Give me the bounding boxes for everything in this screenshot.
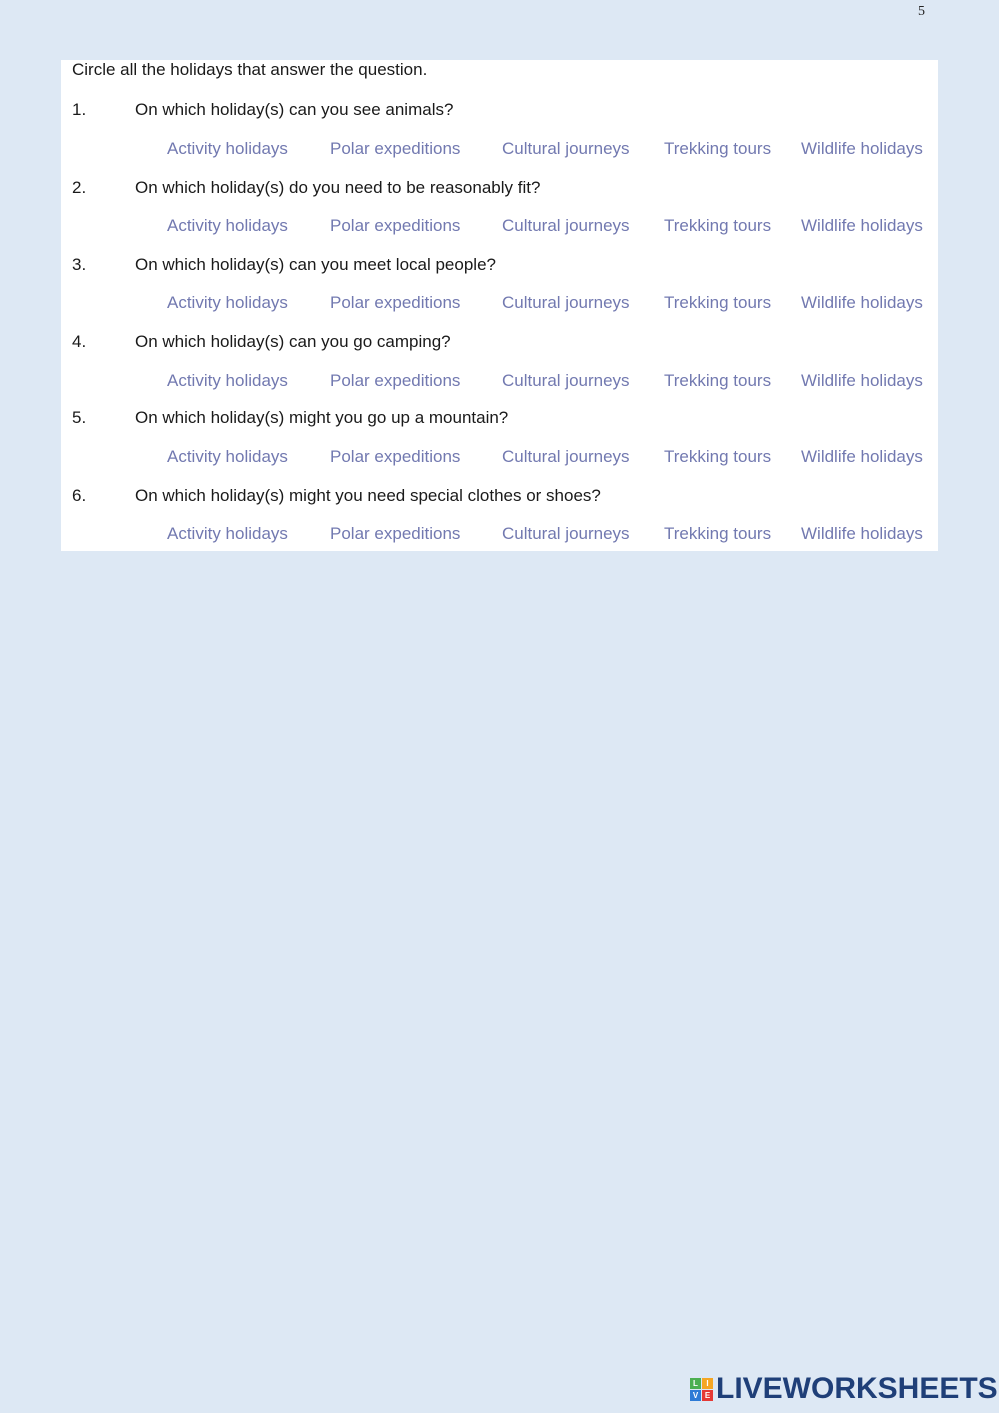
option-polar-expeditions[interactable]: Polar expeditions [330, 139, 461, 158]
option-trekking-tours[interactable]: Trekking tours [664, 139, 772, 158]
question-row [61, 98, 938, 122]
liveworksheets-logo [690, 1372, 998, 1406]
question-text: On which holiday(s) can you meet local people? [135, 255, 496, 274]
option-trekking-tours[interactable]: Trekking tours [664, 216, 772, 235]
option-polar-expeditions[interactable]: Polar expeditions [330, 447, 461, 466]
option-trekking-tours[interactable]: Trekking tours [664, 447, 772, 466]
question-text: On which holiday(s) do you need to be reasonably fit? [135, 178, 541, 197]
option-activity-holidays[interactable]: Activity holidays [167, 447, 288, 466]
option-wildlife-holidays[interactable]: Wildlife holidays [801, 216, 923, 235]
instruction-text: Circle all the holidays that answer the question. [72, 60, 428, 79]
question-row [61, 406, 938, 430]
option-cultural-journeys[interactable]: Cultural journeys [502, 371, 630, 390]
question-text: On which holiday(s) might you go up a mountain? [135, 408, 509, 427]
option-wildlife-holidays[interactable]: Wildlife holidays [801, 371, 923, 390]
options-row [61, 214, 938, 238]
options-row [61, 445, 938, 469]
option-cultural-journeys[interactable]: Cultural journeys [502, 447, 630, 466]
option-cultural-journeys[interactable]: Cultural journeys [502, 216, 630, 235]
option-activity-holidays[interactable]: Activity holidays [167, 524, 288, 543]
question-text: On which holiday(s) might you need special clothes or shoes? [135, 486, 601, 505]
question-number: 5. [72, 408, 87, 427]
option-cultural-journeys[interactable]: Cultural journeys [502, 524, 630, 543]
question-number: 3. [72, 255, 87, 274]
page-number: 5 [918, 4, 925, 19]
option-activity-holidays[interactable]: Activity holidays [167, 216, 288, 235]
options-row [61, 291, 938, 315]
option-activity-holidays[interactable]: Activity holidays [167, 371, 288, 390]
question-row [61, 330, 938, 354]
option-trekking-tours[interactable]: Trekking tours [664, 371, 772, 390]
logo-mark-icon: L I V E [690, 1378, 713, 1401]
question-row [61, 176, 938, 200]
question-text: On which holiday(s) can you go camping? [135, 332, 451, 351]
option-polar-expeditions[interactable]: Polar expeditions [330, 371, 461, 390]
option-wildlife-holidays[interactable]: Wildlife holidays [801, 447, 923, 466]
question-number: 1. [72, 100, 87, 119]
option-wildlife-holidays[interactable]: Wildlife holidays [801, 139, 923, 158]
option-polar-expeditions[interactable]: Polar expeditions [330, 524, 461, 543]
question-number: 2. [72, 178, 87, 197]
options-row [61, 522, 938, 546]
question-row [61, 253, 938, 277]
option-cultural-journeys[interactable]: Cultural journeys [502, 139, 630, 158]
option-trekking-tours[interactable]: Trekking tours [664, 524, 772, 543]
option-trekking-tours[interactable]: Trekking tours [664, 293, 772, 312]
option-wildlife-holidays[interactable]: Wildlife holidays [801, 293, 923, 312]
option-polar-expeditions[interactable]: Polar expeditions [330, 216, 461, 235]
option-activity-holidays[interactable]: Activity holidays [167, 293, 288, 312]
option-polar-expeditions[interactable]: Polar expeditions [330, 293, 461, 312]
option-activity-holidays[interactable]: Activity holidays [167, 139, 288, 158]
question-text: On which holiday(s) can you see animals? [135, 100, 454, 119]
options-row [61, 137, 938, 161]
options-row [61, 369, 938, 393]
worksheet-panel [61, 60, 938, 551]
option-wildlife-holidays[interactable]: Wildlife holidays [801, 524, 923, 543]
option-cultural-journeys[interactable]: Cultural journeys [502, 293, 630, 312]
question-row [61, 484, 938, 508]
logo-text: LIVEWORKSHEETS [716, 1372, 998, 1405]
question-number: 6. [72, 486, 87, 505]
question-number: 4. [72, 332, 87, 351]
